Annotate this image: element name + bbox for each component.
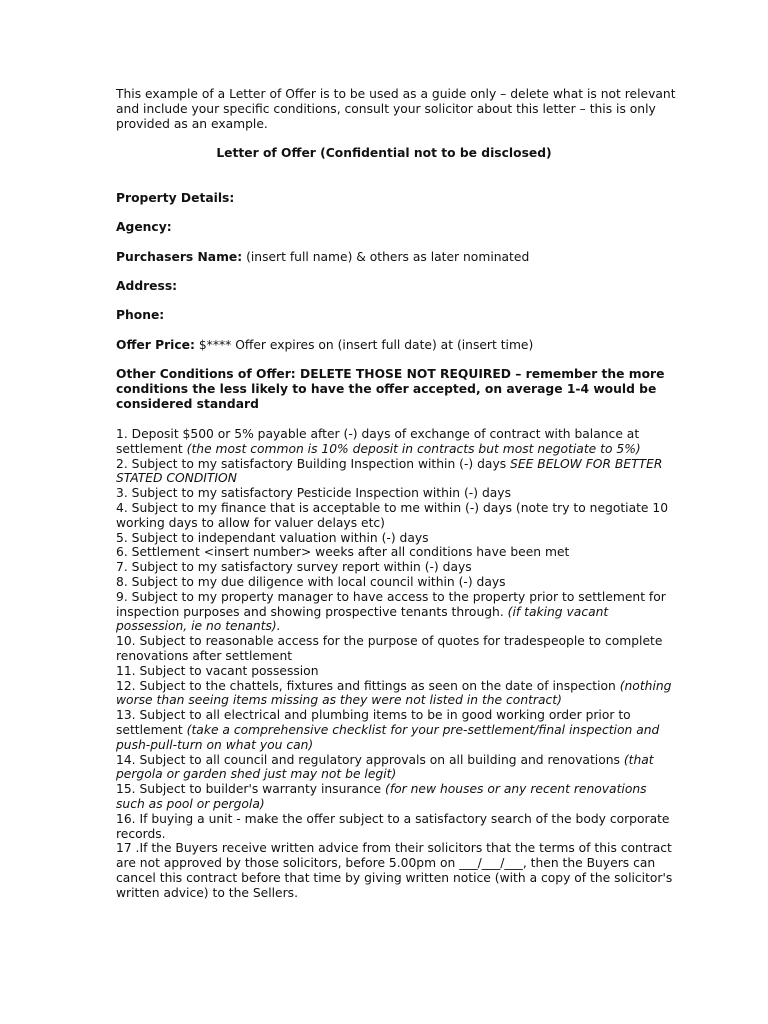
field-label: Purchasers Name: [116,250,243,264]
condition-item [116,753,676,783]
other-conditions-heading: Other Conditions of Offer: DELETE THOSE NOT REQUIRED – remember the more conditions the less likely to have the offer accepted, on average 1-4 would be considered standard [116,367,665,411]
field-label: Address: [116,279,178,293]
condition-text: 17 .If the Buyers receive written advice from their solicitors that the terms of this contract are not approved by those solicitors, before 5.00pm on ___/___/___, then the Buyers can cancel this contract before that time by giving written notice (with a copy of the solicitor's written advice) to the Sellers. [116,841,673,900]
condition-item [116,545,676,560]
condition-item [116,708,676,752]
condition-item [116,486,676,501]
condition-note: (if taking vacant possession, ie no tenants). [116,604,609,634]
condition-note: SEE BELOW FOR BETTER STATED CONDITION [116,456,663,486]
condition-text: 11. Subject to vacant possession [116,663,319,678]
condition-item [116,501,676,531]
condition-item [116,782,676,812]
condition-item [116,679,676,709]
condition-text: 5. Subject to independant valuation within (-) days [116,530,429,545]
condition-text: 8. Subject to my due diligence with local council within (-) days [116,574,506,589]
condition-item [116,457,676,487]
condition-text: 4. Subject to my finance that is acceptable to me within (-) days (note try to negotiate 10 working days to allow for valuer delays etc) [116,500,669,530]
condition-note: (take a comprehensive checklist for your pre-settlement/final inspection and push-pull-turn on what you can) [116,722,660,752]
field-value: $**** Offer expires on (insert full date) at (insert time) [194,338,534,352]
field-property-details [116,191,696,206]
condition-text: 10. Subject to reasonable access for the purpose of quotes for tradespeople to complete renovations after settlement [116,634,663,663]
condition-text: 14. Subject to all council and regulatory approvals on all building and renovations [116,752,624,767]
field-label: Agency: [116,220,172,234]
field-purchasers-name [116,250,696,265]
condition-text: 13. Subject to all electrical and plumbing items to be in good working order prior to settlement [116,708,631,737]
condition-text: 7. Subject to my satisfactory survey report within (-) days [116,560,472,575]
field-label: Offer Price: [116,338,195,352]
condition-item [116,560,676,575]
condition-item [116,575,676,590]
field-offer-price [116,338,696,353]
condition-item [116,590,676,634]
condition-text: 9. Subject to my property manager to have access to the property prior to settlement for inspection purposes and showing prospective tenants through. [116,589,666,619]
condition-text: 2. Subject to my satisfactory Building Inspection within (-) days [116,456,511,471]
condition-item [116,841,676,900]
condition-item [116,634,676,664]
field-phone [116,308,696,323]
field-label: Property Details: [116,191,235,205]
document-title: Letter of Offer (Confidential not to be disclosed) [216,146,552,160]
condition-text: 15. Subject to builder's warranty insurance [116,782,386,797]
condition-text: 3. Subject to my satisfactory Pesticide Inspection within (-) days [116,486,511,501]
field-label: Phone: [116,308,165,322]
condition-note: (for new houses or any recent renovations such as pool or pergola) [116,782,647,811]
condition-text: 1. Deposit $500 or 5% payable after (-) days of exchange of contract with balance at settlement [116,427,640,456]
condition-text: 6. Settlement <insert number> weeks after all conditions have been met [116,545,570,560]
field-address [116,279,696,294]
condition-item [116,531,676,546]
conditions-list [116,427,676,901]
condition-note: (the most common is 10% deposit in contracts but most negotiate to 5%) [186,441,641,456]
condition-note: (nothing worse than seeing items missing as they were not listed in the contract) [116,678,672,708]
condition-text: 12. Subject to the chattels, fixtures and fittings as seen on the date of inspection [116,678,620,693]
condition-note: (that pergola or garden shed just may not be legit) [116,752,654,782]
condition-item [116,427,676,457]
field-agency [116,220,696,235]
condition-text: 16. If buying a unit - make the offer subject to a satisfactory search of the body corporate records. [116,811,670,841]
intro-paragraph: This example of a Letter of Offer is to be used as a guide only – delete what is not relevant and include your specific conditions, consult your solicitor about this letter – this is only provided as an example. [116,87,676,131]
condition-item [116,664,676,679]
field-value: (insert full name) & others as later nominated [242,250,530,264]
condition-item [116,812,676,842]
